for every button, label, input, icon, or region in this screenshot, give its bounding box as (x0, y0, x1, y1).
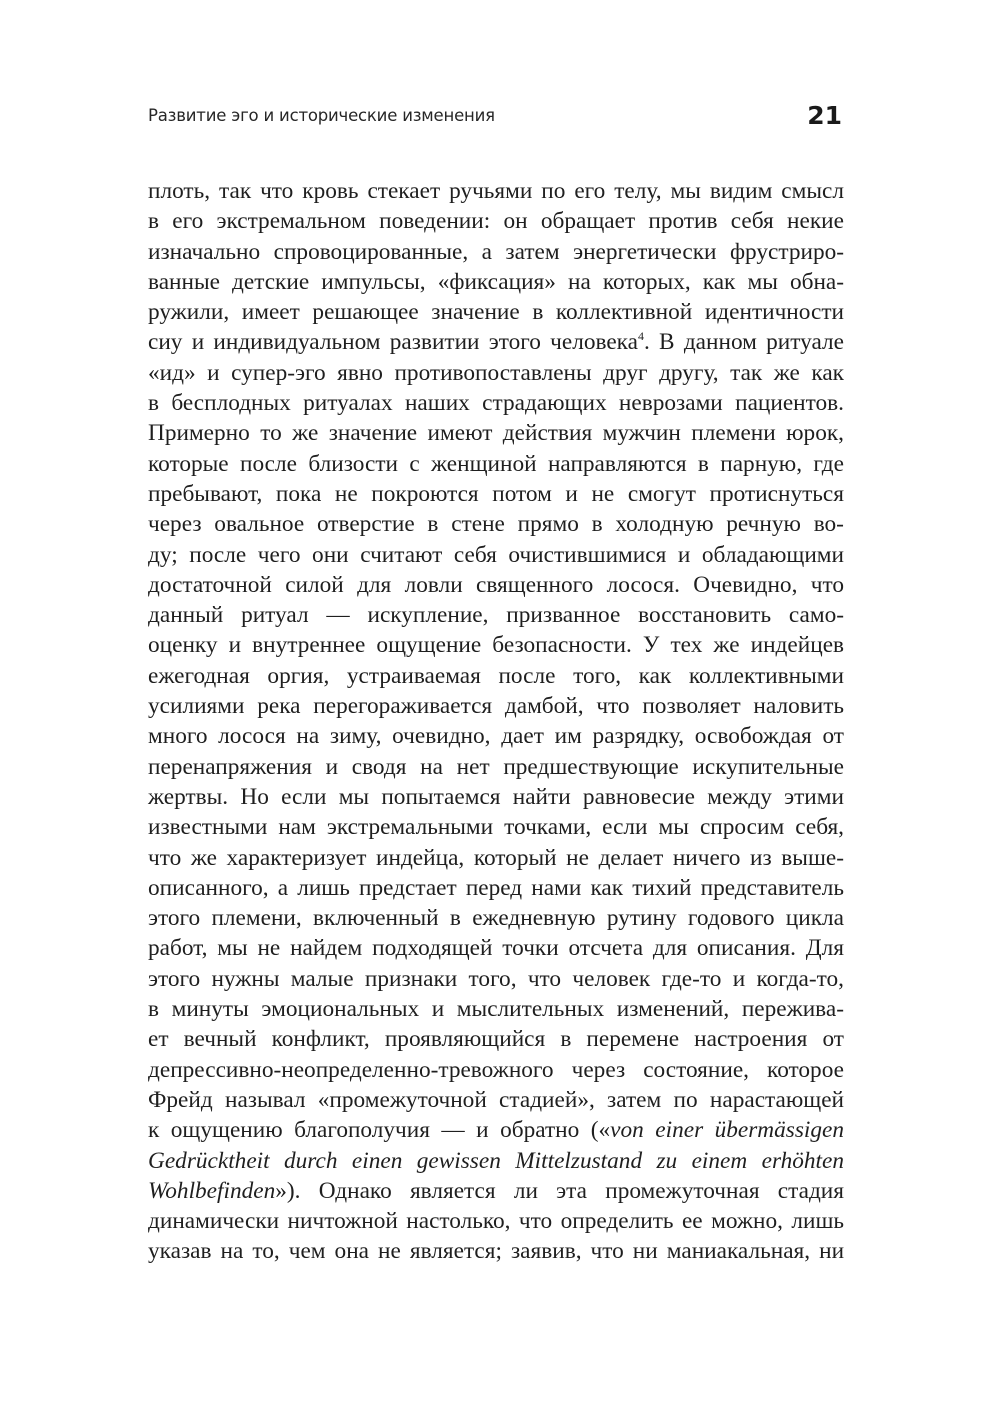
text-line (148, 1055, 844, 1085)
text-line (148, 509, 844, 539)
text-line-content: через овальное отверстие в стене прямо в холодную речную во- (148, 511, 844, 538)
page-number: 21 (807, 101, 842, 130)
text-line (148, 1024, 844, 1054)
text-line-content: указав на то, чем она не является; заявив, что ни маниакальная, ни (148, 1238, 845, 1265)
text-line-content: что же характеризует индейца, который не делает ничего из выше- (148, 844, 844, 871)
text-line-content: Примерно то же значение имеют действия мужчин племени юрок, (148, 420, 844, 447)
italic-quote: von einer übermässigen (610, 1117, 845, 1144)
text-line-content: сиу и индивидуальном развитии этого человека (148, 329, 638, 356)
text-line (148, 1085, 844, 1115)
text-line-content: которые после близости с женщиной направляются в парную, где (148, 450, 844, 477)
text-line-content: плоть, так что кровь стекает ручьями по его телу, мы видим смысл (148, 178, 844, 204)
text-line (148, 267, 844, 297)
text-line (148, 964, 844, 994)
text-line (148, 1115, 844, 1145)
text-line (148, 1146, 844, 1176)
text-line (148, 388, 844, 418)
text-line-content: в его экстремальном поведении: он обращает против себя некие (148, 208, 844, 235)
text-line-content: работ, мы не найдем подходящей точки отсчета для описания. Для (148, 935, 844, 962)
text-line-content: к ощущению благополучия — и обратно (« (148, 1117, 611, 1144)
italic-quote: Gedrücktheit durch einen gewissen Mittelzustand zu einem erhöhten (148, 1147, 845, 1174)
footnote-marker: 4 (637, 329, 644, 344)
text-line (148, 812, 844, 842)
text-line-content: ванные детские импульсы, «фиксация» на которых, как мы обна- (148, 268, 845, 295)
text-line (148, 1206, 844, 1236)
text-line (148, 721, 844, 751)
text-line (148, 540, 844, 570)
text-line-content: ежегодная оргия, устраиваемая после того, как коллективными (148, 662, 844, 689)
text-line-content: описанного, а лишь предстает перед нами как тихий представитель (148, 874, 845, 901)
text-line-content: известными нам экстремальными точками, если мы спросим себя, (148, 814, 845, 841)
text-line (148, 843, 844, 873)
text-line (148, 782, 844, 812)
text-line (148, 570, 844, 600)
text-line-content: ет вечный конфликт, проявляющийся в перемене настроения от (148, 1026, 844, 1053)
text-line-content: изначально спровоцированные, а затем энергетически фрустриро- (148, 238, 845, 265)
text-line-content: много лосося на зиму, очевидно, дает им разрядку, освобождая от (148, 723, 844, 750)
text-line-content: перенапряжения и сводя на нет предшествующие искупительные (148, 753, 845, 780)
text-line (148, 358, 844, 388)
text-line (148, 237, 844, 267)
text-line (148, 691, 844, 721)
text-line-content: оценку и внутреннее ощущение безопасности. У тех же индейцев (148, 632, 845, 659)
italic-quote: Wohlbefinden (148, 1177, 276, 1204)
running-header (148, 102, 844, 132)
text-line-content: пребывают, пока не покроются потом и не смогут протиснуться (148, 480, 844, 507)
running-title: Развитие эго и исторические изменения (148, 106, 495, 125)
text-line-content: в бесплодных ритуалах наших страдающих неврозами пациентов. (148, 390, 844, 417)
text-line-content: жертвы. Но если мы попытаемся найти равновесие между этими (148, 783, 844, 810)
text-line (148, 994, 844, 1024)
text-line (148, 418, 844, 448)
text-line (148, 327, 844, 357)
text-line-content: . В данном ритуале (643, 329, 844, 356)
text-line-content: депрессивно-неопределенно-тревожного через состояние, которое (148, 1056, 844, 1083)
text-line-content: данный ритуал — искупление, призванное восстановить само- (148, 602, 844, 629)
text-line-content: этого племени, включенный в ежедневную рутину годового цикла (148, 905, 845, 932)
text-line-content: ду; после чего они считают себя очистившимися и обладающими (148, 541, 845, 568)
text-line (148, 630, 844, 660)
text-line-content: достаточной силой для ловли священного лосося. Очевидно, что (148, 571, 844, 598)
text-line (148, 479, 844, 509)
text-line-content: этого нужны малые признаки того, что человек где-то и когда-то, (148, 965, 844, 992)
text-line (148, 206, 844, 236)
text-line-content: в минуты эмоциональных и мыслительных изменений, пережива- (148, 996, 844, 1023)
text-line (148, 176, 844, 206)
text-line (148, 297, 844, 327)
text-line (148, 600, 844, 630)
text-line (148, 1236, 844, 1266)
text-line (148, 752, 844, 782)
text-line-content: «ид» и супер-эго явно противопоставлены друг другу, так же как (148, 359, 845, 386)
text-line (148, 933, 844, 963)
text-line-content: ружили, имеет решающее значение в коллективной идентичности (148, 299, 844, 326)
text-line-content: динамически ничтожной настолько, что определить ее можно, лишь (148, 1208, 845, 1235)
text-line-content: Фрейд называл «промежуточной стадией», затем по нарастающей (148, 1086, 845, 1113)
text-line (148, 873, 844, 903)
text-line (148, 903, 844, 933)
text-line-content: »). Однако является ли эта промежуточная стадия (275, 1177, 844, 1204)
text-line (148, 1176, 844, 1206)
text-line (148, 449, 844, 479)
body-text (148, 176, 844, 1267)
text-line (148, 661, 844, 691)
text-line-content: усилиями река перегораживается дамбой, что позволяет наловить (148, 693, 844, 720)
